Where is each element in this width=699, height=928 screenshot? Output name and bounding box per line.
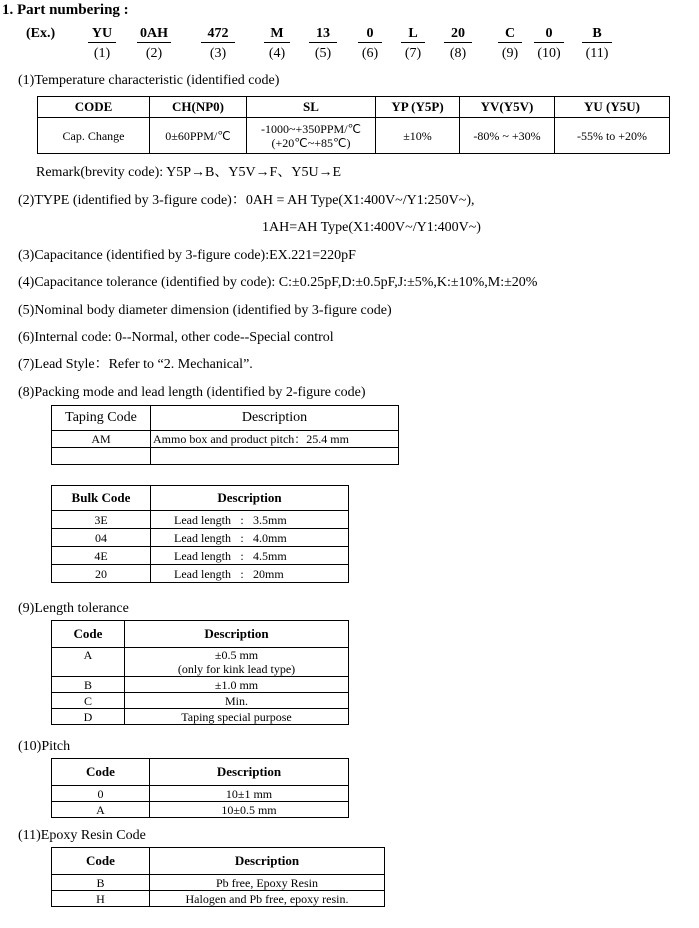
col-header: Description	[151, 486, 349, 511]
table-cell: B	[52, 875, 150, 891]
table-cell: Pb free, Epoxy Resin	[150, 875, 385, 891]
sec10-heading: (10)Pitch	[18, 739, 71, 754]
part-code: 0	[534, 26, 564, 43]
table-cell: Cap. Change	[38, 118, 150, 154]
sec11-heading: (11)Epoxy Resin Code	[18, 828, 146, 843]
part-field	[582, 26, 612, 62]
taping-table	[51, 405, 399, 465]
table-cell: H	[52, 891, 150, 907]
part-field	[534, 26, 564, 62]
table-cell: 4E	[52, 547, 151, 565]
col-header: YU (Y5U)	[555, 97, 670, 118]
part-code: L	[401, 26, 425, 43]
part-field	[88, 26, 116, 62]
col-header: Code	[52, 759, 150, 786]
part-index: (2)	[145, 46, 163, 61]
part-index: (4)	[268, 46, 286, 61]
temperature-table	[37, 96, 670, 154]
table-cell: Halogen and Pb free, epoxy resin.	[150, 891, 385, 907]
table-cell	[151, 448, 399, 465]
sec6-text: (6)Internal code: 0--Normal, other code--Special control	[18, 330, 334, 345]
part-code: YU	[88, 26, 116, 43]
table-cell: :	[231, 565, 253, 583]
sec3-text: (3)Capacitance (identified by 3-figure code):EX.221=220pF	[18, 248, 356, 263]
table-cell: A	[52, 802, 150, 818]
table-cell	[125, 648, 349, 677]
sec9-heading: (9)Length tolerance	[18, 601, 129, 616]
part-code: 0	[358, 26, 382, 43]
table-cell: C	[52, 693, 125, 709]
col-header: SL	[247, 97, 376, 118]
table-cell: 10±0.5 mm	[150, 802, 349, 818]
part-code: M	[264, 26, 290, 43]
col-header: Description	[125, 621, 349, 648]
table-cell: 04	[52, 529, 151, 547]
part-index: (8)	[449, 46, 467, 61]
col-header: CODE	[38, 97, 150, 118]
table-cell: Lead length	[151, 511, 232, 529]
part-code: 20	[444, 26, 472, 43]
table-cell: -55% to +20%	[555, 118, 670, 154]
col-header: Description	[150, 759, 349, 786]
part-field	[201, 26, 235, 62]
epoxy-table	[51, 847, 385, 907]
part-field	[309, 26, 337, 62]
sec1-remark: Remark(brevity code): Y5P→B、Y5V→F、Y5U→E	[36, 165, 342, 180]
sec1-heading: (1)Temperature characteristic (identified code)	[18, 73, 280, 88]
sec8-heading: (8)Packing mode and lead length (identified by 2-figure code)	[18, 385, 366, 400]
table-cell: A	[52, 648, 125, 677]
table-cell: Min.	[125, 693, 349, 709]
length-tolerance-table	[51, 620, 349, 725]
part-index: (5)	[314, 46, 332, 61]
part-code: C	[498, 26, 522, 43]
table-cell: Lead length	[151, 547, 232, 565]
col-header: Taping Code	[52, 406, 151, 431]
part-index: (6)	[361, 46, 379, 61]
table-cell: Ammo box and product pitch：25.4 mm	[151, 431, 399, 448]
col-header: Bulk Code	[52, 486, 151, 511]
part-field	[498, 26, 522, 62]
part-code: B	[582, 26, 612, 43]
sec5-text: (5)Nominal body diameter dimension (identified by 3-figure code)	[18, 303, 392, 318]
pitch-table	[51, 758, 349, 818]
part-field	[137, 26, 171, 62]
table-cell: ±10%	[376, 118, 460, 154]
part-index: (11)	[585, 46, 609, 61]
table-cell	[247, 118, 376, 154]
table-cell: AM	[52, 431, 151, 448]
col-header: Code	[52, 848, 150, 875]
part-index: (7)	[404, 46, 422, 61]
table-cell: :	[231, 529, 253, 547]
part-code: 13	[309, 26, 337, 43]
bulk-table	[51, 485, 349, 583]
table-cell: Taping special purpose	[125, 709, 349, 725]
part-index: (1)	[93, 46, 111, 61]
table-cell: 3.5mm	[253, 511, 349, 529]
part-field	[358, 26, 382, 62]
col-header: Description	[151, 406, 399, 431]
part-field	[401, 26, 425, 62]
part-index: (9)	[501, 46, 519, 61]
table-cell: 0±60PPM/℃	[150, 118, 247, 154]
col-header: Code	[52, 621, 125, 648]
col-header: CH(NP0)	[150, 97, 247, 118]
table-cell: B	[52, 677, 125, 693]
table-cell: Lead length	[151, 565, 232, 583]
col-header: Description	[150, 848, 385, 875]
part-field	[264, 26, 290, 62]
example-label: (Ex.)	[26, 26, 56, 41]
part-index: (3)	[209, 46, 227, 61]
table-cell: 20mm	[253, 565, 349, 583]
sec4-text: (4)Capacitance tolerance (identified by code): C:±0.25pF,D:±0.5pF,J:±5%,K:±10%,M:±20%	[18, 275, 538, 290]
table-cell: ±1.0 mm	[125, 677, 349, 693]
table-cell	[52, 448, 151, 465]
table-cell: Lead length	[151, 529, 232, 547]
table-cell: 10±1 mm	[150, 786, 349, 802]
col-header: YP (Y5P)	[376, 97, 460, 118]
page-title: 1. Part numbering :	[2, 2, 129, 18]
part-code: 0AH	[137, 26, 171, 43]
table-cell: :	[231, 511, 253, 529]
sec7-text: (7)Lead Style：Refer to “2. Mechanical”.	[18, 357, 253, 372]
col-header: YV(Y5V)	[460, 97, 555, 118]
sl-temp: (+20℃~+85℃)	[271, 135, 351, 150]
part-code: 472	[201, 26, 235, 43]
sl-range: -1000~+350PPM/℃	[260, 121, 362, 136]
table-cell: 0	[52, 786, 150, 802]
table-cell: -80% ~ +30%	[460, 118, 555, 154]
part-field	[444, 26, 472, 62]
desc-line: ±0.5 mm	[214, 648, 259, 662]
sec2-line1: (2)TYPE (identified by 3-figure code)：0AH = AH Type(X1:400V~/Y1:250V~),	[18, 193, 475, 208]
sec2-line2: 1AH=AH Type(X1:400V~/Y1:400V~)	[262, 220, 481, 235]
desc-note: (only for kink lead type)	[177, 662, 296, 676]
part-index: (10)	[537, 46, 561, 61]
table-cell: 4.0mm	[253, 529, 349, 547]
table-cell: :	[231, 547, 253, 565]
table-cell: 3E	[52, 511, 151, 529]
table-cell: D	[52, 709, 125, 725]
table-cell: 4.5mm	[253, 547, 349, 565]
table-cell: 20	[52, 565, 151, 583]
